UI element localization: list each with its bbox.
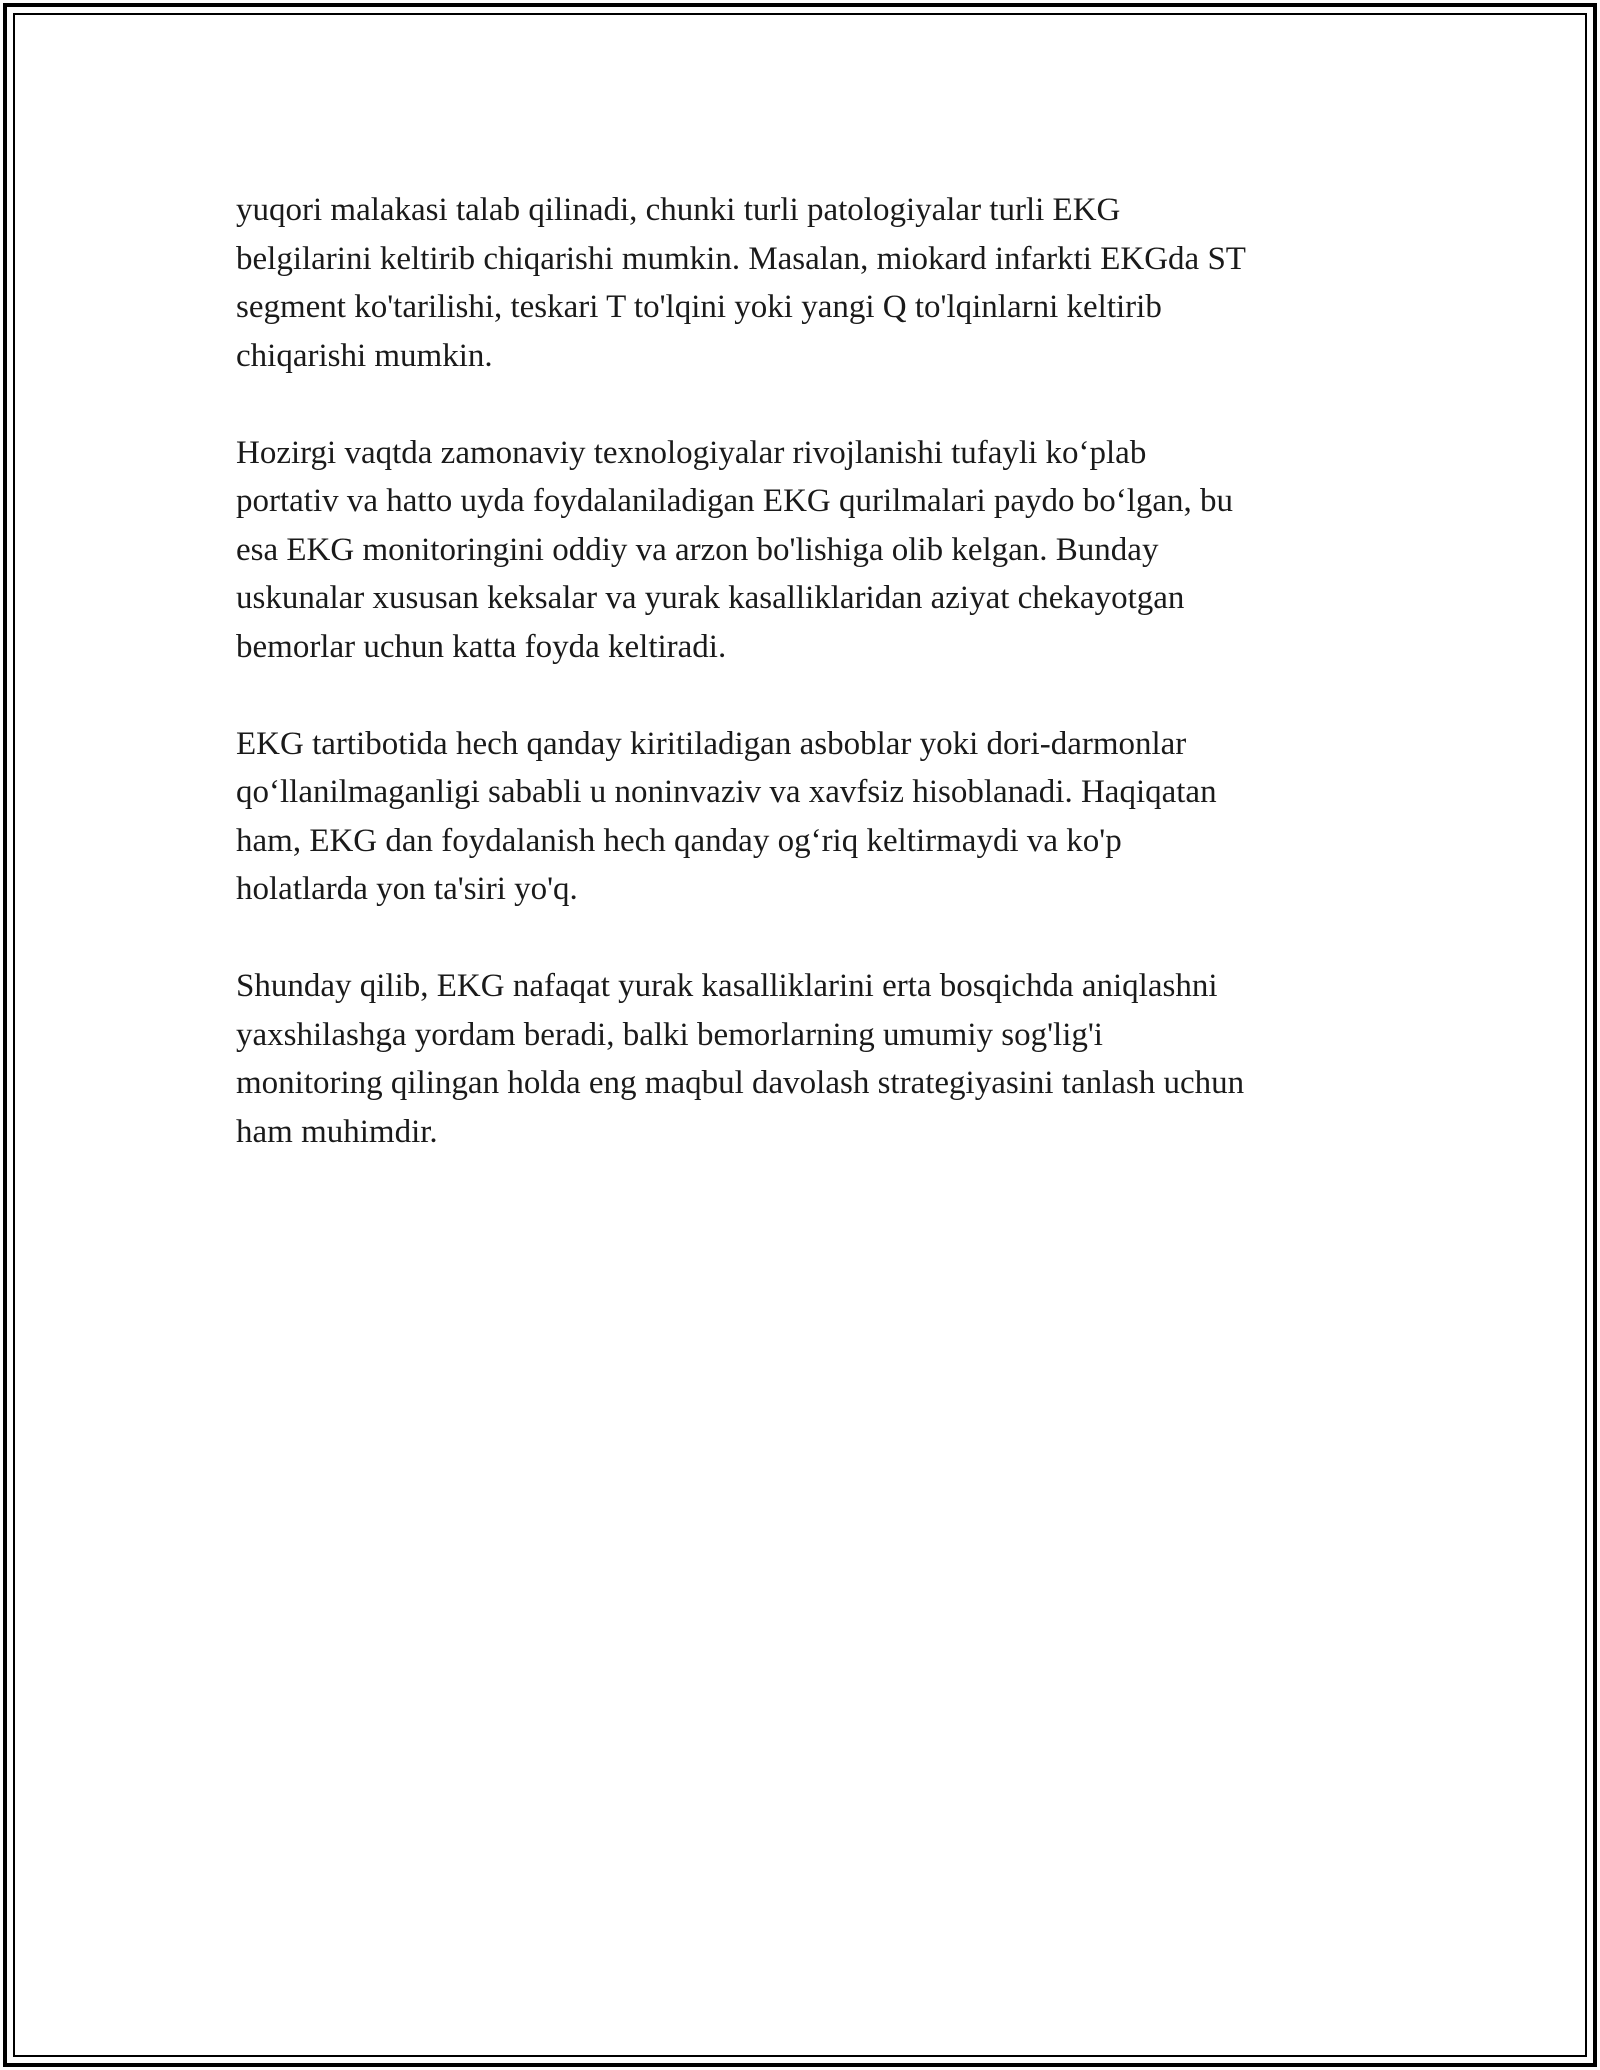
text-line: esa EKG monitoringini oddiy va arzon bo'lishiga olib kelgan. Bunday (236, 531, 1159, 568)
text-line: portativ va hatto uyda foydalaniladigan EKG qurilmalari paydo bo‘lgan, bu (236, 483, 1234, 519)
text-line: EKG tartibotida hech qanday kiritiladigan asboblar yoki dori-darmonlar (236, 725, 1187, 762)
text-line: monitoring qilingan holda eng maqbul davolash strategiyasini tanlash uchun (236, 1065, 1245, 1101)
text-line: Shunday qilib, EKG nafaqat yurak kasalliklarini erta bosqichda aniqlashni (236, 968, 1218, 1004)
paragraph (236, 429, 1366, 672)
text-line: ham, EKG dan foydalanish hech qanday og‘riq keltirmaydi va ko'p (236, 822, 1122, 859)
text-line: qo‘llanilmaganligi sababli u noninvaziv va xavfsiz hisoblanadi. Haqiqatan (236, 774, 1217, 810)
text-line: chiqarishi mumkin. (236, 337, 493, 374)
text-line: holatlarda yon ta'siri yo'q. (236, 871, 578, 907)
document-body (236, 186, 1366, 1205)
text-line: bemorlar uchun katta foyda keltiradi. (236, 628, 727, 665)
text-line: yaxshilashga yordam beradi, balki bemorlarning umumiy sog'lig'i (236, 1016, 1103, 1053)
paragraph (236, 962, 1366, 1156)
paragraph (236, 186, 1366, 380)
text-line: Hozirgi vaqtda zamonaviy texnologiyalar rivojlanishi tufayli ko‘plab (236, 434, 1147, 471)
text-line: segment ko'tarilishi, teskari T to'lqini yoki yangi Q to'lqinlarni keltirib (236, 289, 1162, 325)
text-line: ham muhimdir. (236, 1113, 438, 1150)
text-line: uskunalar xususan keksalar va yurak kasalliklaridan aziyat chekayotgan (236, 580, 1185, 616)
text-line: yuqori malakasi talab qilinadi, chunki turli patologiyalar turli EKG (236, 192, 1121, 228)
paragraph (236, 720, 1366, 914)
text-line: belgilarini keltirib chiqarishi mumkin. Masalan, miokard infarkti EKGda ST (236, 240, 1246, 277)
